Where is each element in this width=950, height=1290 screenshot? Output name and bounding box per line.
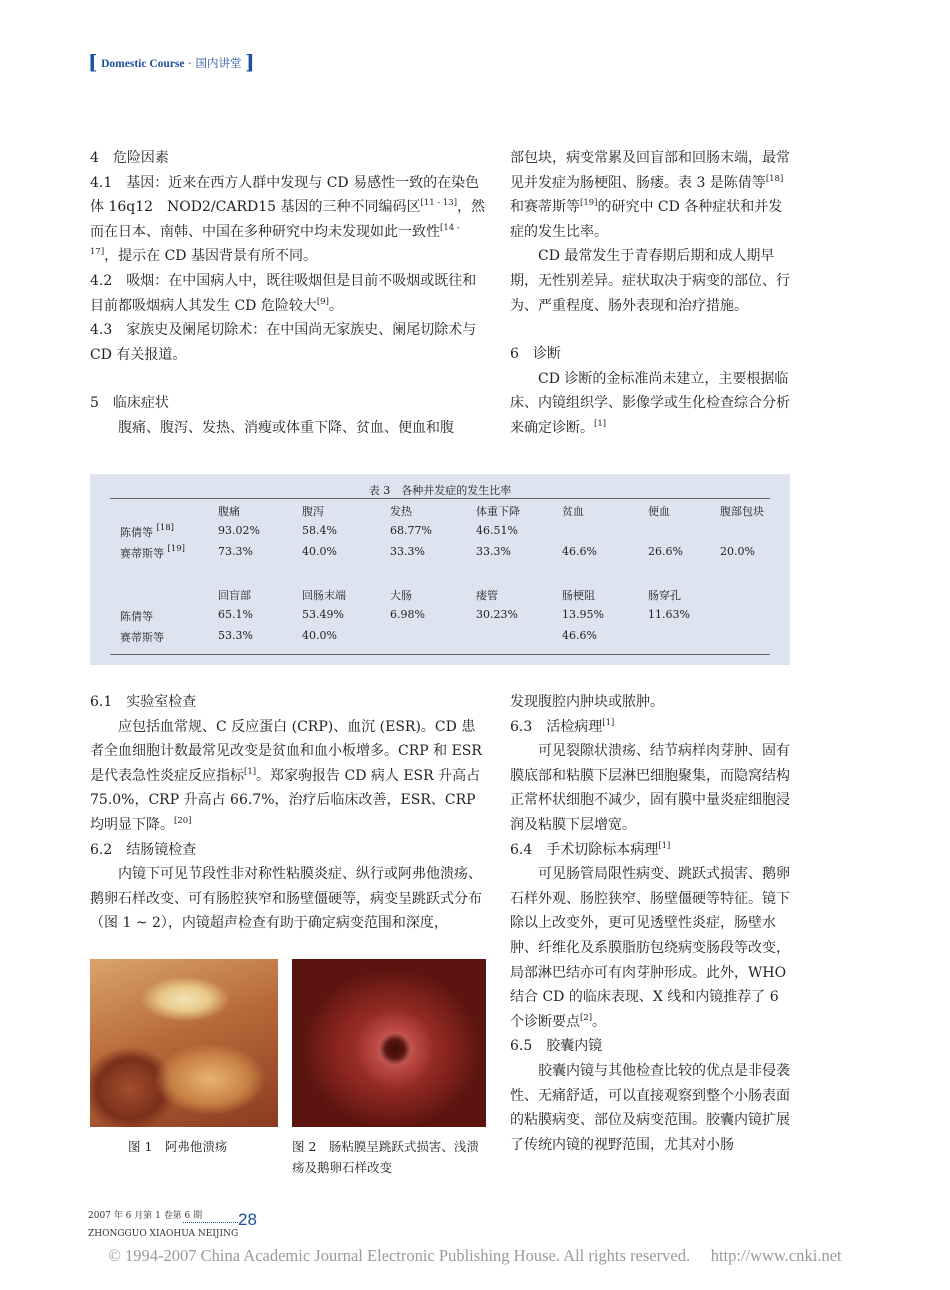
section-6-1-title: 6.1 实验室检查: [90, 694, 197, 710]
para-6-5: 胶囊内镜与其他检查比较的优点是非侵袭性、无痛舒适，可以直接观察到整个小肠表面的粘膜病变、部位及病变范围。胶囊内镜扩展了传统内镜的视野范围，尤其对小肠: [510, 1062, 790, 1153]
table-cell: 58.4%: [302, 524, 337, 537]
table-column-header: 大肠: [390, 589, 412, 602]
table-row-label: 陈倩等 [18]: [120, 523, 174, 539]
table-column-header: 腹泻: [302, 505, 324, 518]
table-column-header: 肠穿孔: [648, 589, 681, 602]
para-4-3: 4.3 家族史及阑尾切除术：在中国尚无家族史、阑尾切除术与 CD 有关报道。: [90, 322, 477, 363]
para-5-2: CD 最常发生于青春期后期和成人期早期，无性别差异。症状取决于病变的部位、行为、严重程度、肠外表现和治疗措施。: [510, 248, 790, 314]
copyright-line: © 1994-2007 China Academic Journal Electronic Publishing House. All rights reserved. http://www.cnki.net: [108, 1246, 842, 1265]
table-cell: 11.63%: [648, 608, 690, 621]
table-cell: 46.6%: [562, 545, 597, 558]
table-cell: 46.6%: [562, 629, 597, 642]
left-column-bottom: [90, 690, 486, 936]
footer-journal: ZHONGGUO XIAOHUA NEIJING: [88, 1229, 239, 1239]
table-column-header: 瘘管: [476, 589, 498, 602]
table-cell: 40.0%: [302, 629, 337, 642]
table-cell: 33.3%: [390, 545, 425, 558]
left-column-top: [90, 146, 486, 441]
table-column-header: 腹痛: [218, 505, 240, 518]
table-cell: 33.3%: [476, 545, 511, 558]
header-title-en: Domestic Course: [101, 58, 185, 70]
header-bracket-open: [: [88, 50, 98, 74]
table-column-header: 腹部包块: [720, 505, 764, 518]
para-6: CD 诊断的金标准尚未建立，主要根据临床、内镜组织学、影像学或生化检查综合分析来确定诊断。[1]: [510, 370, 790, 436]
table-column-header: 肠梗阻: [562, 589, 595, 602]
figure-2-endoscopy-image: [292, 959, 486, 1127]
table-cell: 93.02%: [218, 524, 260, 537]
page-footer: [88, 1210, 257, 1240]
table-column-header: 回盲部: [218, 589, 251, 602]
para-5: 腹痛、腹泻、发热、消瘦或体重下降、贫血、便血和腹: [118, 419, 454, 436]
table-cell: 13.95%: [562, 608, 604, 621]
table-column-header: 贫血: [562, 505, 584, 518]
para-6-2: 内镜下可见节段性非对称性粘膜炎症、纵行或阿弗他溃疡、鹅卵石样改变、可有肠腔狭窄和肠壁僵硬等，病变呈跳跃式分布（图 1 ~ 2），内镜超声检查有助于确定病变范围和深度，: [90, 866, 482, 932]
section-6-5-title: 6.5 胶囊内镜: [510, 1038, 603, 1055]
table-cell: 30.23%: [476, 608, 518, 621]
table-bottom-rule: [110, 654, 770, 655]
section-6-4-title: 6.4 手术切除标本病理[1]: [510, 840, 671, 858]
table-column-header: 便血: [648, 505, 670, 518]
table-cell: 65.1%: [218, 608, 253, 621]
table-column-header: 体重下降: [476, 505, 520, 518]
para-6-4: 可见肠管局限性病变、跳跃式损害、鹅卵石样外观、肠腔狭窄、肠壁僵硬等特征。镜下除以上改变外，更可见透壁性炎症，肠壁水肿、纤维化及系膜脂肪包绕病变肠段等改变，局部淋巴结亦可有肉芽肿形成。此外，WHO 结合 CD 的临床表现、X 线和内镜推荐了 6 个诊断要点[2]。: [510, 866, 790, 1030]
right-column-bottom: [510, 690, 792, 1157]
table-row-label: 陈倩等: [120, 610, 153, 623]
section-6-title: 6 诊断: [510, 346, 561, 363]
table-top-rule: [110, 498, 770, 499]
header-separator: ·: [188, 56, 192, 70]
figure-1-endoscopy-image: [90, 959, 278, 1127]
section-4-title: 4 危险因素: [90, 150, 169, 166]
page-number: 28: [238, 1210, 257, 1229]
figure-2-caption: 图 2 肠粘膜呈跳跃式损害、浅溃疡及鹅卵石样改变: [292, 1139, 479, 1175]
table-cell: 46.51%: [476, 524, 518, 537]
right-column-top: [510, 146, 792, 441]
para-6-2-continued: 发现腹腔内肿块或脓肿。: [510, 694, 664, 710]
section-6-2-title: 6.2 结肠镜检查: [90, 841, 197, 858]
para-6-1: 应包括血常规、C 反应蛋白 (CRP)、血沉 (ESR)。CD 患者全血细胞计数最常见改变是贫血和血小板增多。CRP 和 ESR 是代表急性炎症反应指标[1]。郑家驹报告 CD 病人 ESR 升高占 75.0%，CRP 升高占 66.7%，治疗后临床改善，ESR、CRP 均明显下降。[20]: [90, 718, 482, 833]
table-column-header: 回肠末端: [302, 589, 346, 602]
footer-dotted-rule: [183, 1222, 238, 1223]
table-cell: 26.6%: [648, 545, 683, 558]
para-5-continued: 部包块，病变常累及回盲部和回肠末端，最常见并发症为肠梗阻、肠瘘。表 3 是陈倩等[18]和赛蒂斯等[19]的研究中 CD 各种症状和并发症的发生比率。: [510, 150, 790, 240]
table-cell: 40.0%: [302, 545, 337, 558]
section-6-3-title: 6.3 活检病理[1]: [510, 717, 615, 735]
page-header: [88, 50, 255, 74]
table-caption: 表 3 各种并发症的发生比率: [368, 484, 512, 497]
table-column-header: 发热: [390, 505, 412, 518]
table-row-label: 赛蒂斯等: [120, 631, 164, 644]
section-5-title: 5 临床症状: [90, 395, 169, 412]
figure-1-caption: 图 1 阿弗他溃疡: [128, 1139, 228, 1154]
para-4-1: 4.1 基因：近来在西方人群中发现与 CD 易感性一致的在染色体 16q12 NOD2/CARD15 基因的三种不同编码区[11 - 13]，然而在日本、南韩、中国在多种研究中均未发现如此一致性[14 - 17]，提示在 CD 基因背景有所不同。: [90, 174, 486, 265]
table-cell: 6.98%: [390, 608, 425, 621]
table-3: [90, 474, 790, 665]
table-cell: 20.0%: [720, 545, 755, 558]
para-4-2: 4.2 吸烟：在中国病人中，既往吸烟但是目前不吸烟或既往和目前都吸烟病人其发生 CD 危险较大[9]。: [90, 272, 477, 314]
table-row-label: 赛蒂斯等 [19]: [120, 544, 185, 560]
table-cell: 73.3%: [218, 545, 253, 558]
header-bracket-close: ]: [245, 50, 255, 74]
footer-issue: 2007 年 6 月第 1 卷第 6 期: [88, 1211, 203, 1221]
table-cell: 68.77%: [390, 524, 432, 537]
header-title-cn: 国内讲堂: [195, 56, 242, 70]
table-cell: 53.49%: [302, 608, 344, 621]
table-cell: 53.3%: [218, 629, 253, 642]
para-6-3: 可见裂隙状溃疡、结节病样肉芽肿、固有膜底部和粘膜下层淋巴细胞聚集，而隐窝结构正常杯状细胞不减少，固有膜中量炎症细胞浸润及粘膜下层增宽。: [510, 743, 790, 833]
